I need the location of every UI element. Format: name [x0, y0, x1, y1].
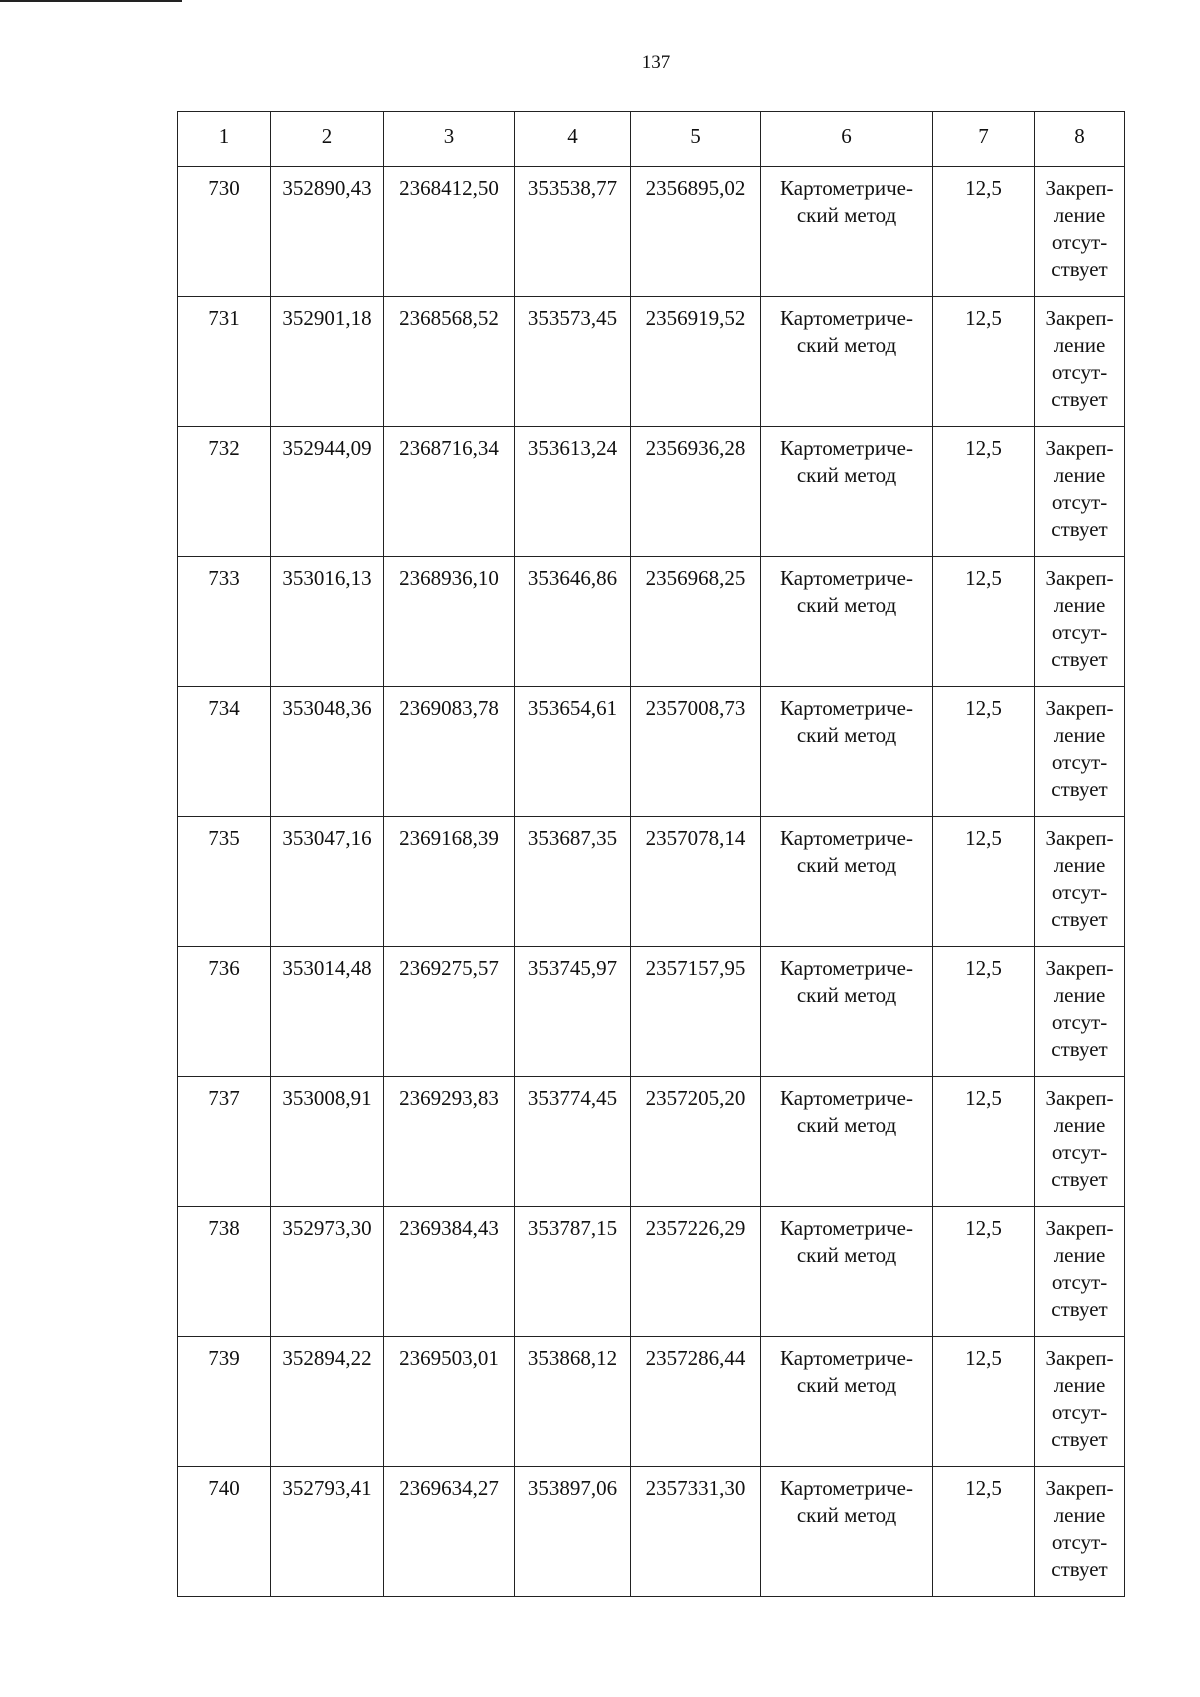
table-cell-col-3	[384, 1207, 515, 1337]
table-cell-col-6	[761, 817, 933, 947]
table-cell-col-1	[178, 427, 271, 557]
cell-text: Картометриче- ский метод	[780, 826, 913, 877]
cell-text: Закреп- ление отсут- ствует	[1045, 1216, 1114, 1321]
cell-text: 2356895,02	[645, 176, 746, 200]
table-cell-col-7	[933, 167, 1035, 297]
cell-text: 353613,24	[527, 436, 618, 460]
table-cell-col-5	[631, 1467, 761, 1597]
table-cell-col-3	[384, 297, 515, 427]
cell-text: 353745,97	[527, 956, 618, 980]
cell-text: 2357331,30	[645, 1476, 746, 1500]
cell-text: 736	[208, 956, 240, 980]
cell-text: 2369083,78	[399, 696, 499, 720]
table-cell-col-8	[1035, 1467, 1125, 1597]
cell-text: 353047,16	[282, 826, 372, 850]
table-cell-col-7	[933, 1207, 1035, 1337]
cell-text: 353573,45	[527, 306, 618, 330]
cell-text: 353687,35	[527, 826, 618, 850]
cell-text: 353008,91	[282, 1086, 372, 1110]
cell-text: 352944,09	[282, 436, 372, 460]
cell-text: 353774,45	[527, 1086, 618, 1110]
table-cell-col-6	[761, 1077, 933, 1207]
column-header-1: 1	[178, 112, 271, 167]
cell-text: 12,5	[965, 956, 1002, 980]
cell-text: 735	[208, 826, 240, 850]
table-cell-col-3	[384, 947, 515, 1077]
table-cell-col-8	[1035, 947, 1125, 1077]
page-number: 137	[641, 52, 671, 73]
table-cell-col-4	[515, 297, 631, 427]
table-cell-col-2	[271, 557, 384, 687]
column-header-4: 4	[515, 112, 631, 167]
table-cell-col-2	[271, 297, 384, 427]
cell-text: 353538,77	[527, 176, 618, 200]
cell-text: 2369503,01	[399, 1346, 499, 1370]
table-cell-col-8	[1035, 557, 1125, 687]
table-cell-col-2	[271, 687, 384, 817]
column-header-7: 7	[933, 112, 1035, 167]
cell-text: 352901,18	[282, 306, 372, 330]
column-header-8: 8	[1035, 112, 1125, 167]
cell-text: Картометриче- ский метод	[780, 1476, 913, 1527]
table-cell-col-2	[271, 167, 384, 297]
table-cell-col-5	[631, 687, 761, 817]
table-cell-col-8	[1035, 427, 1125, 557]
table-row	[178, 1207, 1125, 1337]
cell-text: 2356968,25	[645, 566, 746, 590]
table-cell-col-1	[178, 1467, 271, 1597]
table-cell-col-2	[271, 1337, 384, 1467]
cell-text: 732	[208, 436, 240, 460]
cell-text: 12,5	[965, 1346, 1002, 1370]
cell-text: Закреп- ление отсут- ствует	[1045, 1476, 1114, 1581]
table-row	[178, 817, 1125, 947]
table-cell-col-8	[1035, 817, 1125, 947]
cell-text: Закреп- ление отсут- ствует	[1045, 1346, 1114, 1451]
table-cell-col-3	[384, 687, 515, 817]
table-cell-col-1	[178, 687, 271, 817]
table-cell-col-2	[271, 817, 384, 947]
table-cell-col-5	[631, 1077, 761, 1207]
table-row	[178, 1337, 1125, 1467]
cell-text: 12,5	[965, 566, 1002, 590]
cell-text: 353014,48	[282, 956, 372, 980]
table-cell-col-2	[271, 427, 384, 557]
table-cell-col-5	[631, 297, 761, 427]
table-cell-col-3	[384, 1467, 515, 1597]
cell-text: 733	[208, 566, 240, 590]
table-cell-col-1	[178, 1337, 271, 1467]
cell-text: Картометриче- ский метод	[780, 176, 913, 227]
table-cell-col-3	[384, 427, 515, 557]
cell-text: 12,5	[965, 826, 1002, 850]
cell-text: 734	[208, 696, 240, 720]
table-cell-col-1	[178, 297, 271, 427]
table-cell-col-3	[384, 1077, 515, 1207]
table-cell-col-1	[178, 557, 271, 687]
cell-text: 12,5	[965, 696, 1002, 720]
cell-text: 2369293,83	[399, 1086, 499, 1110]
cell-text: Закреп- ление отсут- ствует	[1045, 306, 1114, 411]
cell-text: 2357286,44	[645, 1346, 746, 1370]
table-cell-col-1	[178, 167, 271, 297]
cell-text: Закреп- ление отсут- ствует	[1045, 566, 1114, 671]
cell-text: Картометриче- ский метод	[780, 436, 913, 487]
table-cell-col-1	[178, 947, 271, 1077]
cell-text: 2356919,52	[645, 306, 746, 330]
table-row	[178, 687, 1125, 817]
cell-text: 738	[208, 1216, 240, 1240]
cell-text: 353016,13	[282, 566, 372, 590]
table-cell-col-3	[384, 817, 515, 947]
column-header-6: 6	[761, 112, 933, 167]
cell-text: 2369275,57	[399, 956, 499, 980]
cell-text: 353868,12	[527, 1346, 618, 1370]
table-cell-col-5	[631, 1207, 761, 1337]
table-cell-col-5	[631, 1337, 761, 1467]
table-cell-col-8	[1035, 167, 1125, 297]
cell-text: 353048,36	[282, 696, 372, 720]
cell-text: 2357008,73	[645, 696, 746, 720]
cell-text: Картометриче- ский метод	[780, 566, 913, 617]
table-cell-col-6	[761, 427, 933, 557]
cell-text: 2357157,95	[645, 956, 746, 980]
cell-text: 12,5	[965, 1086, 1002, 1110]
table-cell-col-2	[271, 1467, 384, 1597]
table-cell-col-7	[933, 297, 1035, 427]
cell-text: 2369634,27	[399, 1476, 499, 1500]
cell-text: 12,5	[965, 436, 1002, 460]
cell-text: 2369384,43	[399, 1216, 499, 1240]
table-cell-col-8	[1035, 687, 1125, 817]
table-cell-col-8	[1035, 1207, 1125, 1337]
table-cell-col-6	[761, 1337, 933, 1467]
table-row	[178, 557, 1125, 687]
table-cell-col-4	[515, 167, 631, 297]
table-cell-col-4	[515, 687, 631, 817]
table-cell-col-4	[515, 947, 631, 1077]
table-cell-col-7	[933, 1337, 1035, 1467]
table-cell-col-6	[761, 1207, 933, 1337]
cell-text: 739	[208, 1346, 240, 1370]
table-cell-col-5	[631, 947, 761, 1077]
cell-text: 740	[208, 1476, 240, 1500]
table-cell-col-6	[761, 167, 933, 297]
table-cell-col-3	[384, 557, 515, 687]
cell-text: Картометриче- ский метод	[780, 956, 913, 1007]
cell-text: 352793,41	[282, 1476, 372, 1500]
table-cell-col-4	[515, 1207, 631, 1337]
cell-text: 2368412,50	[399, 176, 499, 200]
table-cell-col-7	[933, 817, 1035, 947]
table-cell-col-4	[515, 1467, 631, 1597]
table-row	[178, 1077, 1125, 1207]
table-cell-col-7	[933, 1467, 1035, 1597]
cell-text: 352973,30	[282, 1216, 372, 1240]
table-header-row	[178, 112, 1125, 167]
cell-text: 12,5	[965, 306, 1002, 330]
cell-text: 12,5	[965, 1476, 1002, 1500]
cell-text: 353646,86	[527, 566, 618, 590]
table-cell-col-8	[1035, 1077, 1125, 1207]
table-cell-col-4	[515, 817, 631, 947]
table-cell-col-4	[515, 427, 631, 557]
cell-text: 12,5	[965, 1216, 1002, 1240]
column-header-5: 5	[631, 112, 761, 167]
table-cell-col-6	[761, 297, 933, 427]
cell-text: Закреп- ление отсут- ствует	[1045, 176, 1114, 281]
column-header-2: 2	[271, 112, 384, 167]
table-cell-col-8	[1035, 297, 1125, 427]
cell-text: 352890,43	[282, 176, 372, 200]
cell-text: Закреп- ление отсут- ствует	[1045, 696, 1114, 801]
cell-text: 737	[208, 1086, 240, 1110]
cell-text: 353897,06	[527, 1476, 618, 1500]
cell-text: Закреп- ление отсут- ствует	[1045, 826, 1114, 931]
cell-text: Закреп- ление отсут- ствует	[1045, 436, 1114, 541]
cell-text: 353654,61	[527, 696, 618, 720]
table-row	[178, 427, 1125, 557]
cell-text: 2368568,52	[399, 306, 499, 330]
table-cell-col-6	[761, 1467, 933, 1597]
table-cell-col-4	[515, 1337, 631, 1467]
cell-text: 731	[208, 306, 240, 330]
table-cell-col-5	[631, 427, 761, 557]
cell-text: Картометриче- ский метод	[780, 1346, 913, 1397]
table-cell-col-2	[271, 1077, 384, 1207]
table-cell-col-4	[515, 1077, 631, 1207]
table-cell-col-1	[178, 1077, 271, 1207]
cell-text: 2357078,14	[645, 826, 746, 850]
table-cell-col-4	[515, 557, 631, 687]
cell-text: 12,5	[965, 176, 1002, 200]
table-cell-col-6	[761, 947, 933, 1077]
table-cell-col-6	[761, 557, 933, 687]
table-cell-col-7	[933, 1077, 1035, 1207]
table-cell-col-7	[933, 557, 1035, 687]
table-cell-col-5	[631, 557, 761, 687]
table-cell-col-5	[631, 817, 761, 947]
table-cell-col-7	[933, 427, 1035, 557]
cell-text: 2369168,39	[399, 826, 499, 850]
cell-text: 353787,15	[527, 1216, 618, 1240]
table-row	[178, 1467, 1125, 1597]
cell-text: 2357205,20	[645, 1086, 746, 1110]
cell-text: Картометриче- ский метод	[780, 1216, 913, 1267]
table-cell-col-5	[631, 167, 761, 297]
cell-text: Картометриче- ский метод	[780, 696, 913, 747]
table-cell-col-1	[178, 817, 271, 947]
cell-text: 352894,22	[282, 1346, 372, 1370]
table-row	[178, 167, 1125, 297]
table-cell-col-2	[271, 1207, 384, 1337]
table-cell-col-7	[933, 947, 1035, 1077]
table-body	[178, 112, 1125, 1597]
cell-text: 2368936,10	[399, 566, 499, 590]
cell-text: 730	[208, 176, 240, 200]
table-cell-col-2	[271, 947, 384, 1077]
table-cell-col-7	[933, 687, 1035, 817]
cell-text: 2356936,28	[645, 436, 746, 460]
cell-text: Закреп- ление отсут- ствует	[1045, 1086, 1114, 1191]
table-cell-col-8	[1035, 1337, 1125, 1467]
table-cell-col-3	[384, 1337, 515, 1467]
table-cell-col-3	[384, 167, 515, 297]
column-header-3: 3	[384, 112, 515, 167]
cell-text: 2357226,29	[645, 1216, 746, 1240]
top-rule-line	[0, 0, 182, 2]
cell-text: Закреп- ление отсут- ствует	[1045, 956, 1114, 1061]
table-row	[178, 297, 1125, 427]
table-row	[178, 947, 1125, 1077]
table-cell-col-6	[761, 687, 933, 817]
table-cell-col-1	[178, 1207, 271, 1337]
cell-text: 2368716,34	[399, 436, 499, 460]
cell-text: Картометриче- ский метод	[780, 306, 913, 357]
coordinates-table	[177, 111, 1125, 1597]
cell-text: Картометриче- ский метод	[780, 1086, 913, 1137]
